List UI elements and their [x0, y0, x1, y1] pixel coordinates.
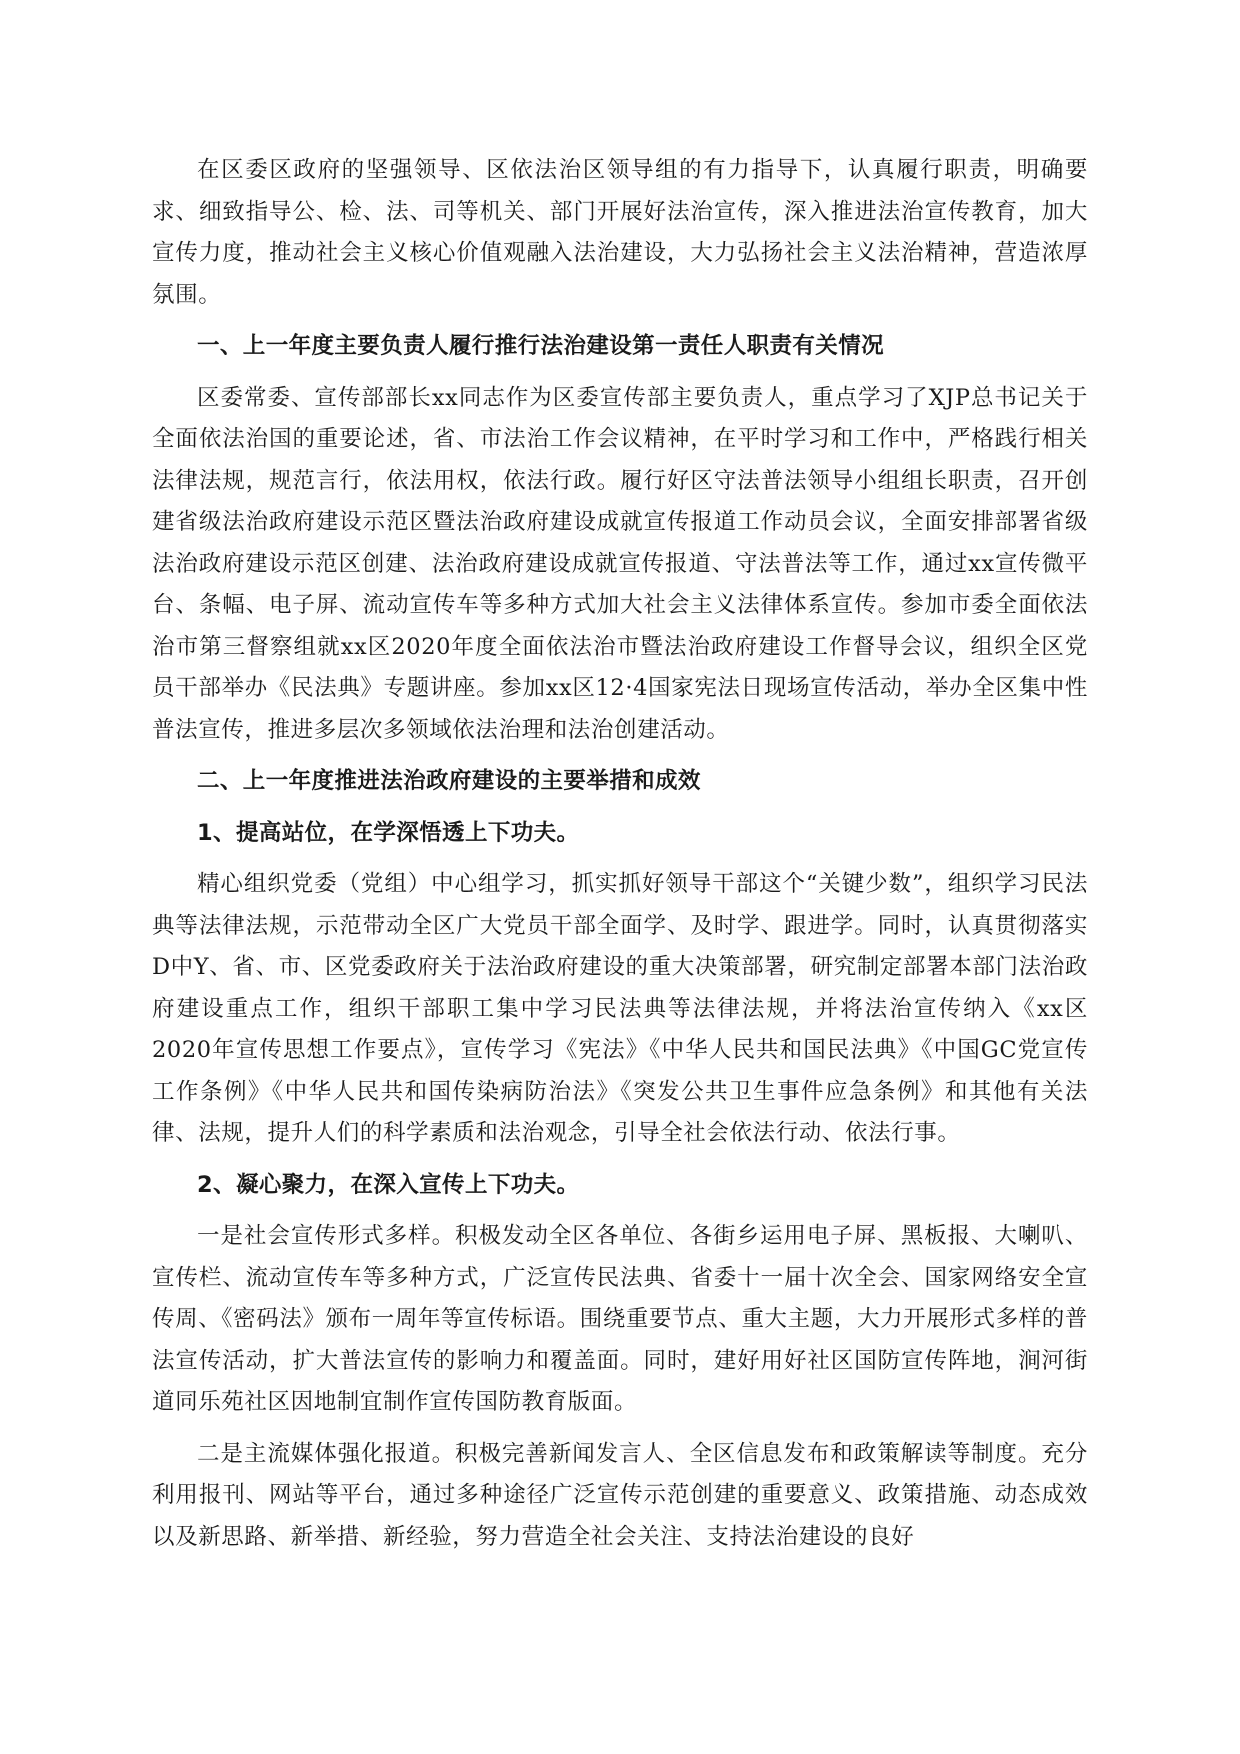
subsection-2-paragraph-1: 一是社会宣传形式多样。积极发动全区各单位、各街乡运用电子屏、黑板报、大喇叭、宣传栏、流动宣传车等多种方式，广泛宣传民法典、省委十一届十次全会、国家网络安全宣传周、《密码法》颁布一周年等宣传标语。围绕重要节点、重大主题，大力开展形式多样的普法宣传活动，扩大普法宣传的影响力和覆盖面。同时，建好用好社区国防宣传阵地，涧河街道同乐苑社区因地制宜制作宣传国防教育版面。 — [152, 1223, 1088, 1415]
subsection-2-paragraph-2: 二是主流媒体强化报道。积极完善新闻发言人、全区信息发布和政策解读等制度。充分利用报刊、网站等平台，通过多种途径广泛宣传示范创建的重要意义、政策措施、动态成效以及新思路、新举措、新经验，努力营造全社会关注、支持法治建设的良好 — [152, 1440, 1088, 1550]
subsection-heading-2: 2、凝心聚力，在深入宣传上下功夫。 — [197, 1171, 580, 1198]
document-page — [152, 150, 1088, 1568]
intro-paragraph: 在区委区政府的坚强领导、区依法治区领导组的有力指导下，认真履行职责，明确要求、细致指导公、检、法、司等机关、部门开展好法治宣传，深入推进法治宣传教育，加大宣传力度，推动社会主义核心价值观融入法治建设，大力弘扬社会主义法治精神，营造浓厚氛围。 — [152, 157, 1088, 308]
section-heading-2: 二、上一年度推进法治政府建设的主要举措和成效 — [197, 768, 701, 794]
section-heading-1: 一、上一年度主要负责人履行推行法治建设第一责任人职责有关情况 — [197, 333, 885, 359]
section-1-paragraph: 区委常委、宣传部部长xx同志作为区委宣传部主要负责人，重点学习了XJP总书记关于全面依法治国的重要论述，省、市法治工作会议精神，在平时学习和工作中，严格践行相关法律法规，规范言行，依法用权，依法行政。履行好区守法普法领导小组组长职责，召开创建省级法治政府建设示范区暨法治政府建设成就宣传报道工作动员会议，全面安排部署省级法治政府建设示范区创建、法治政府建设成就宣传报道、守法普法等工作，通过xx宣传微平台、条幅、电子屏、流动宣传车等多种方式加大社会主义法律体系宣传。参加市委全面依法治市第三督察组就xx区2020年度全面依法治市暨法治政府建设工作督导会议，组织全区党员干部举办《民法典》专题讲座。参加xx区12·4国家宪法日现场宣传活动，举办全区集中性普法宣传，推进多层次多领域依法治理和法治创建活动。 — [152, 384, 1088, 743]
subsection-1-paragraph: 精心组织党委（党组）中心组学习，抓实抓好领导干部这个“关键少数”，组织学习民法典等法律法规，示范带动全区广大党员干部全面学、及时学、跟进学。同时，认真贯彻落实D中Y、省、市、区党委政府关于法治政府建设的重大决策部署，研究制定部署本部门法治政府建设重点工作，组织干部职工集中学习民法典等法律法规，并将法治宣传纳入《xx区2020年宣传思想工作要点》，宣传学习《宪法》《中华人民共和国民法典》《中国GC党宣传工作条例》《中华人民共和国传染病防治法》《突发公共卫生事件应急条例》和其他有关法律、法规，提升人们的科学素质和法治观念，引导全社会依法行动、依法行事。 — [152, 871, 1088, 1146]
subsection-heading-1: 1、提高站位，在学深悟透上下功夫。 — [197, 819, 580, 846]
